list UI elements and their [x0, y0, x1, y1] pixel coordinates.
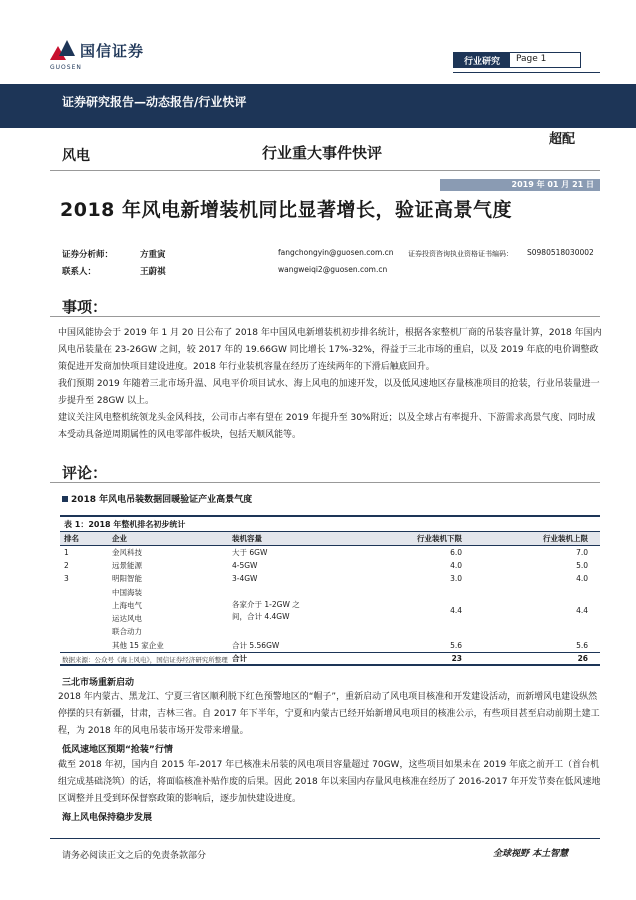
- logo-en: GUOSEN: [50, 64, 82, 71]
- table-row: 3 明阳智能 3-4GW 3.0 4.0: [64, 574, 588, 583]
- th-company: 企业: [112, 534, 127, 543]
- table-header: [60, 532, 600, 546]
- header-rule: [453, 72, 600, 73]
- comments-subheading: 2018 年风电吊装数据回暖验证产业高景气度: [62, 492, 252, 505]
- sector: 风电: [62, 148, 90, 164]
- events-paragraph: 我们预期 2019 年随着三北市场升温、风电平价项目试水、海上风电的加速开发，以及低风速地区存量核准项目的抢装，行业吊装量进一步提升至 28GW 以上。: [58, 379, 600, 406]
- events-rule: [50, 316, 600, 317]
- cert-label: 证券投资咨询执业资格证书编码：: [408, 250, 513, 258]
- analyst-email: fangchongyin@guosen.com.cn: [278, 248, 394, 257]
- table-row: 其他 15 家企业 合计 5.56GW 5.6 5.6: [112, 641, 588, 650]
- event-type: 行业重大事件快评: [262, 144, 383, 162]
- table-row: 2 远景能源 4-5GW 4.0 5.0: [64, 561, 588, 570]
- th-capacity: 装机容量: [232, 534, 262, 543]
- table-caption: 表 1：2018 年整机排名初步统计: [60, 515, 600, 532]
- section-title: 三北市场重新启动: [62, 678, 135, 688]
- comments-heading: 评论：: [62, 464, 108, 482]
- date-bar: [440, 179, 600, 191]
- report-date: 2019 年 01 月 21 日: [511, 180, 594, 189]
- cert-number: S0980518030002: [527, 248, 594, 257]
- table-row: 1 金风科技 大于 6GW 6.0 7.0: [64, 548, 588, 557]
- comments-rule: [50, 482, 600, 483]
- contact-role: 联系人：: [62, 267, 97, 277]
- events-body: [58, 325, 602, 444]
- footer-rule: [50, 838, 600, 839]
- report-title: 2018 年风电新增装机同比显著增长，验证高景气度: [60, 199, 512, 221]
- section-title: 低风速地区预期“抢装”行情: [62, 745, 173, 755]
- events-paragraph: 建议关注风电整机统领龙头金风科技，公司市占率有望在 2019 年提升至 30%附近；以及全球占有率提升、下游需求高景气度、同时成本受动具备逆周期属性的风电零部件板块，包括天顺风能等。: [58, 413, 596, 440]
- divider: [50, 170, 600, 171]
- page-number: Page 1: [516, 54, 547, 64]
- logo-text: 国信证券: [80, 41, 145, 60]
- table-row: 中国海装 上海电气 运达风电 联合动力 各家介于 1-2GW 之 间，合计 4.4GW 4.4 4.4: [112, 588, 588, 636]
- guosen-logo: [50, 38, 144, 62]
- events-heading: 事项：: [62, 298, 108, 316]
- report-category: 行业研究: [454, 53, 510, 67]
- table-source: 数据来源：公众号《海上风电》，国信证券经济研究所整理: [62, 656, 228, 664]
- report-type: 证券研究报告—动态报告/行业快评: [62, 95, 247, 109]
- contact-name: 王蔚祺: [140, 267, 166, 277]
- disclaimer-note: 请务必阅读正文之后的免责条款部分: [62, 851, 207, 861]
- ranking-table: [60, 515, 600, 666]
- slogan: 全球视野 本土智慧: [493, 849, 569, 859]
- table-total-row: 合计 23 26: [60, 652, 600, 666]
- section-title: 海上风电保持稳步发展: [62, 813, 153, 823]
- analyst-role: 证券分析师：: [62, 250, 114, 260]
- bullet-icon: [62, 496, 68, 502]
- rating: 超配: [549, 132, 576, 147]
- header-tag: [453, 52, 581, 68]
- th-low: 行业装机下限: [417, 534, 462, 543]
- th-rank: 排名: [64, 534, 79, 543]
- section-body: 2018 年内蒙古、黑龙江、宁夏三省区顺利脱下红色预警地区的“帽子”，重新启动了风电项目核准和开发建设活动，而新增风电建设纵然停摆的只有新疆，甘肃，吉林三省。自 2017 年下半年，宁夏和内蒙古已经开始新增风电项目的核准公示，有些项目甚至启动前期土建工程，为 2018 年的风电吊装市场开发带来增量。: [58, 692, 600, 736]
- analyst-name: 方重寅: [140, 250, 166, 260]
- th-high: 行业装机上限: [543, 534, 588, 543]
- contact-email: wangweiqi2@guosen.com.cn: [278, 265, 388, 274]
- section-body: 截至 2018 年初，国内自 2015 年-2017 年已核准未吊装的风电项目容量超过 70GW，这些项目如果未在 2019 年底之前开工（首台机组完成基础浇筑）的话，将面临核准补贴作废的后果。因此 2018 年以来国内存量风电核准在经历了 2016-2017 年开发节奏在低风速地区调整并且受到环保督察政策的影响后，逐步加快建设进度。: [58, 760, 601, 804]
- events-paragraph: 中国风能协会于 2019 年 1 月 20 日公布了 2018 年中国风电新增装机初步排名统计，根据各家整机厂商的吊装容量计算，2018 年国内风电吊装量在 23-26GW 之间，较 2017 年的 19.66GW 同比增长 17%-32%，得益于三北市场的重启，以及 2019 年底的电价调整政策促进开发商加快项目建设进度。2018 年行业装机容量在经历了连续两年的下滑后触底回升。: [58, 328, 602, 372]
- logo-mark-icon: [50, 38, 76, 62]
